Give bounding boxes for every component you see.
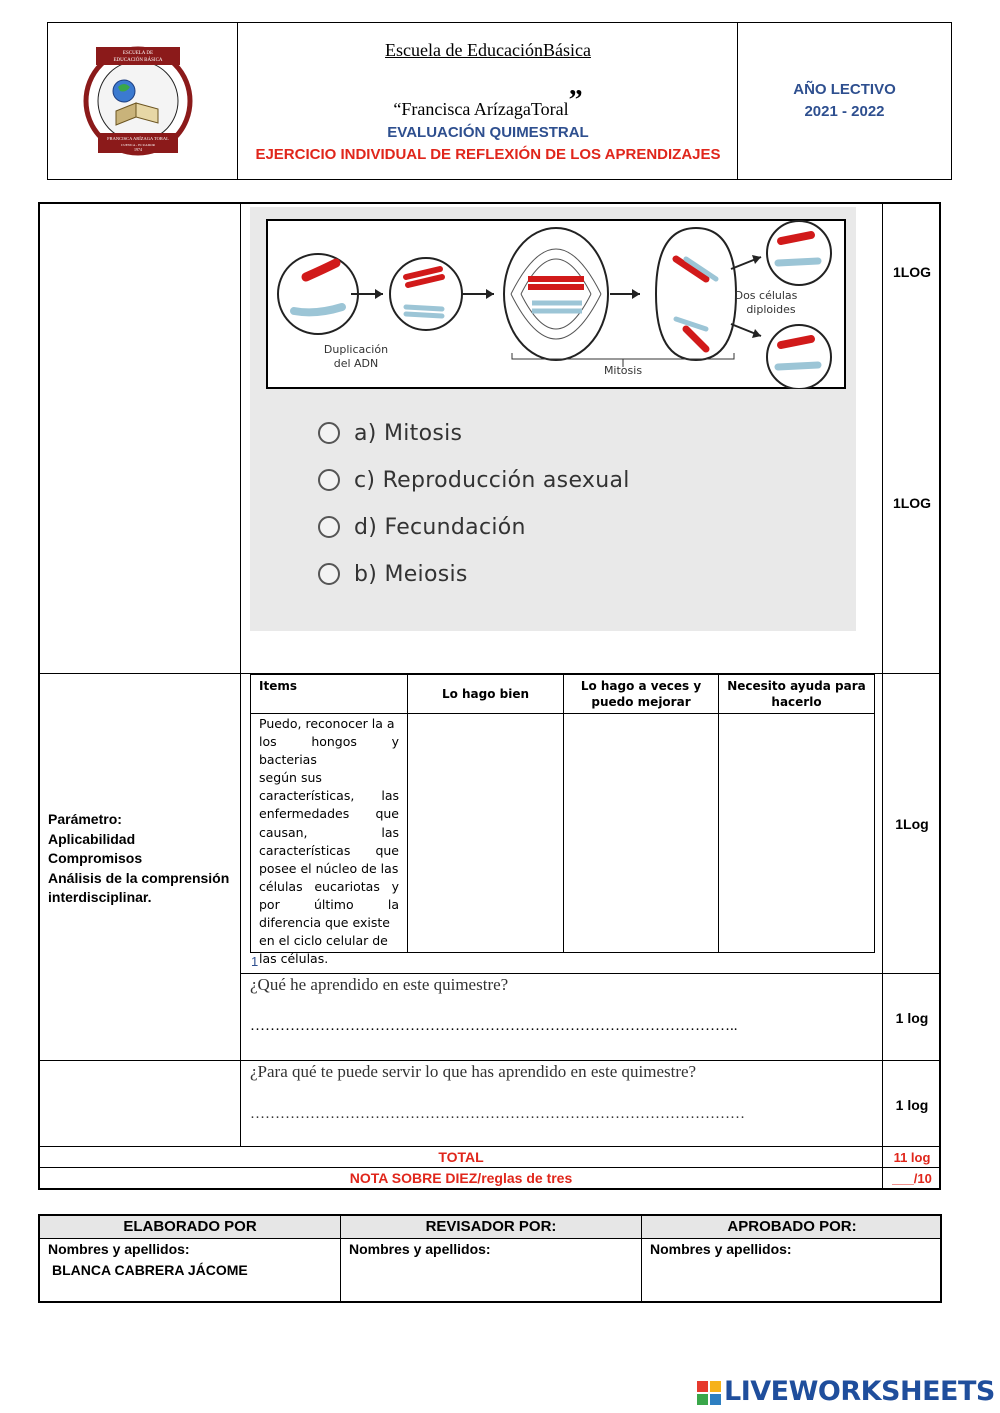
parameter-line3: Compromisos bbox=[48, 850, 143, 866]
approval-header-line bbox=[40, 1238, 940, 1239]
option-d-label: d) Fecundación bbox=[354, 515, 526, 540]
reflection-question-2: ¿Para qué te puede servir lo que has aprendido en este quimestre? bbox=[250, 1062, 697, 1081]
parameter-line4: Análisis de la comprensión bbox=[48, 869, 230, 886]
option-c-label: c) Reproducción asexual bbox=[354, 468, 630, 493]
score-question-2: 1LOG bbox=[892, 495, 932, 511]
rubric-col-1 bbox=[407, 675, 408, 952]
item-line: los hongos y bacterias bbox=[259, 734, 399, 768]
item-line: Puedo, reconocer la a bbox=[259, 716, 395, 731]
logo-top-text2: EDUCACIÓN BÁSICA bbox=[113, 58, 163, 63]
revisado-names-label: Nombres y apellidos: bbox=[349, 1241, 491, 1257]
label-dup2: del ADN bbox=[333, 357, 379, 370]
liveworksheets-brand[interactable] bbox=[697, 1378, 997, 1410]
nota-value[interactable]: ___/10 bbox=[892, 1171, 932, 1186]
item-line: en el ciclo celular de bbox=[259, 933, 388, 949]
label-two2: diploides bbox=[746, 303, 796, 316]
item-line: características, las bbox=[259, 788, 399, 804]
logo-bottom-text1: FRANCISCA ARÍZAGA TORAL bbox=[107, 136, 169, 141]
radio-icon[interactable] bbox=[318, 516, 340, 538]
row-divider-2 bbox=[240, 973, 940, 974]
option-b[interactable] bbox=[318, 562, 468, 587]
item-line: características que bbox=[259, 842, 399, 858]
question-panel bbox=[250, 207, 856, 631]
score-reflection-2: 1 log bbox=[895, 1097, 929, 1113]
author-name: BLANCA CABRERA JÁCOME bbox=[52, 1262, 248, 1278]
score-question-1: 1LOG bbox=[892, 264, 932, 280]
main-table bbox=[38, 202, 941, 1190]
label-two1: Dos células bbox=[734, 289, 798, 302]
aprobado-header: APROBADO POR: bbox=[727, 1218, 857, 1235]
label-dup1: Duplicación bbox=[323, 343, 389, 356]
radio-icon[interactable] bbox=[318, 469, 340, 491]
item-line: células eucariotas y bbox=[259, 878, 399, 894]
elaborado-header: ELABORADO POR bbox=[123, 1218, 257, 1235]
closing-quote: ” bbox=[568, 85, 583, 116]
option-a-label: a) Mitosis bbox=[354, 421, 463, 446]
year-label: AÑO LECTIVO bbox=[793, 81, 896, 98]
rubric-footnote: 1 bbox=[251, 954, 259, 969]
total-label: TOTAL bbox=[438, 1149, 484, 1165]
school-name-text: “Francisca ArízagaToral bbox=[393, 99, 569, 119]
item-line: enfermedades que bbox=[259, 806, 399, 822]
col-divider-right bbox=[882, 204, 883, 1146]
liveworksheets-logo-icon bbox=[697, 1381, 721, 1405]
radio-icon[interactable] bbox=[318, 563, 340, 585]
parameter-block bbox=[48, 810, 238, 908]
total-value: 11 log bbox=[893, 1150, 931, 1165]
school-logo-cell bbox=[48, 23, 238, 179]
answer-line-2[interactable]: ……………………………………………………………………………………… bbox=[250, 1106, 745, 1122]
row-divider-4 bbox=[40, 1146, 940, 1147]
option-a[interactable] bbox=[318, 421, 462, 446]
liveworksheets-wordmark: LIVEWORKSHEETS bbox=[724, 1376, 995, 1407]
approval-table bbox=[38, 1214, 942, 1303]
rubric-col-3 bbox=[718, 675, 719, 952]
school-year-cell bbox=[738, 23, 951, 179]
answer-line-1[interactable]: …………………………………………………………………………………….. bbox=[250, 1018, 738, 1034]
aprobado-names-label: Nombres y apellidos: bbox=[650, 1241, 792, 1257]
parameter-line2: Aplicabilidad bbox=[48, 830, 136, 847]
parameter-line5: interdisciplinar. bbox=[48, 889, 152, 905]
item-line: causan, las bbox=[259, 824, 399, 840]
score-rubric: 1Log bbox=[895, 816, 929, 832]
item-line: diferencia que existe bbox=[259, 915, 390, 931]
rubric-item-text bbox=[259, 715, 399, 968]
option-c[interactable] bbox=[318, 468, 630, 493]
logo-top-text1: ESCUELA DE bbox=[122, 51, 154, 56]
parameter-line1: Parámetro: bbox=[48, 811, 122, 827]
cell-division-diagram bbox=[266, 219, 846, 389]
rubric-header-help: Necesito ayuda para hacerlo bbox=[727, 679, 866, 709]
rubric-header-well: Lo hago bien bbox=[441, 687, 530, 701]
header-table bbox=[47, 22, 952, 180]
label-mitosis: Mitosis bbox=[603, 364, 643, 377]
evaluation-title: EVALUACIÓN QUIMESTRAL bbox=[387, 124, 589, 141]
option-b-label: b) Meiosis bbox=[354, 562, 468, 587]
rubric-col-2 bbox=[563, 675, 564, 952]
row-divider-3 bbox=[40, 1060, 940, 1061]
school-name-line2 bbox=[238, 85, 738, 120]
item-line: posee el núcleo de las bbox=[259, 860, 399, 876]
row-divider-5 bbox=[40, 1167, 940, 1168]
elaborado-names-label: Nombres y apellidos: bbox=[48, 1241, 190, 1257]
reflection-question-1: ¿Qué he aprendido en este quimestre? bbox=[250, 975, 509, 994]
item-line: las células. bbox=[259, 951, 329, 967]
rubric-table bbox=[250, 674, 875, 967]
item-line: por último la bbox=[259, 896, 399, 912]
item-line: según sus bbox=[259, 770, 322, 786]
radio-icon[interactable] bbox=[318, 422, 340, 444]
nota-label: NOTA SOBRE DIEZ/reglas de tres bbox=[349, 1170, 573, 1186]
col-divider-left bbox=[240, 204, 241, 1146]
year-value: 2021 - 2022 bbox=[804, 103, 885, 120]
logo-bottom-text2: CUENCA - ECUADOR bbox=[120, 143, 156, 147]
revisado-header: REVISADOR POR: bbox=[425, 1218, 557, 1235]
logo-year: 1974 bbox=[134, 147, 142, 152]
school-title-cell bbox=[238, 23, 738, 179]
rubric-header-sometimes: Lo hago a veces y puedo mejorar bbox=[580, 679, 702, 709]
school-name-line1: Escuela de EducaciónBásica bbox=[385, 40, 591, 60]
school-logo bbox=[78, 41, 198, 161]
exercise-title: EJERCICIO INDIVIDUAL DE REFLEXIÓN DE LOS APRENDIZAJES bbox=[255, 146, 721, 163]
score-reflection-1: 1 log bbox=[895, 1010, 929, 1026]
rubric-header-items: Items bbox=[259, 679, 297, 693]
option-d[interactable] bbox=[318, 515, 526, 540]
